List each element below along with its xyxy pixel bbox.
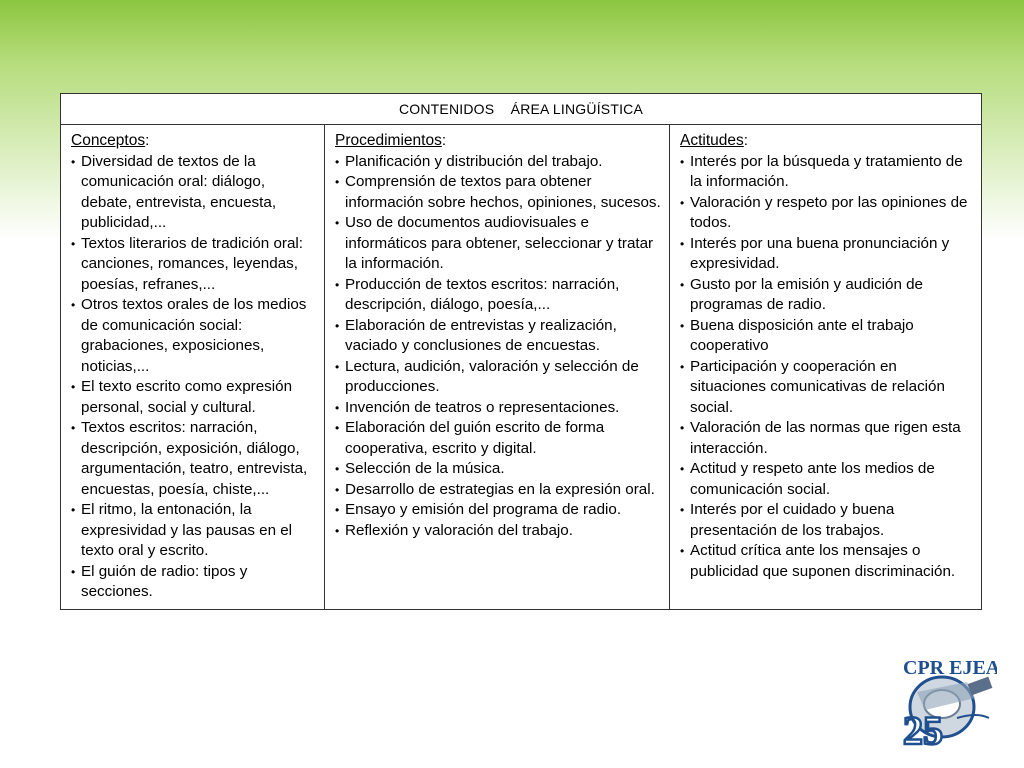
bullet-icon: • — [71, 421, 76, 435]
list-item-text: Invención de teatros o representaciones. — [345, 398, 620, 416]
bullet-icon: • — [335, 216, 340, 230]
list-item-text: Valoración de las normas que rigen esta interacción. — [690, 419, 961, 457]
list-item-text: Ensayo y emisión del programa de radio. — [345, 501, 622, 518]
list-item — [71, 295, 316, 377]
list-item-text: El ritmo, la entonación, la expresividad y las pausas en el texto oral y escrito. — [81, 501, 293, 559]
list-item — [71, 152, 316, 234]
table-header — [61, 94, 982, 125]
column-title — [71, 131, 316, 152]
list-item — [335, 152, 661, 173]
list-item-text: El guión de radio: tipos y secciones. — [81, 562, 248, 600]
list-item — [71, 377, 316, 418]
list-item-text: Participación y cooperación en situaciones comunicativas de relación social. — [690, 357, 945, 416]
column-title-text: Procedimientos — [335, 132, 442, 149]
list-item-text: Textos literarios de tradición oral: canciones, romances, leyendas, poesías, refranes,... — [81, 234, 304, 293]
bullet-icon: • — [335, 175, 340, 189]
list-item — [680, 193, 973, 234]
bullet-icon: • — [71, 564, 76, 579]
list-item-text: Desarrollo de estrategias en la expresión oral. — [345, 480, 655, 498]
list-item — [680, 316, 973, 357]
list-item — [680, 357, 973, 419]
header-contenidos: CONTENIDOS — [398, 101, 495, 117]
bullet-icon: • — [335, 318, 340, 333]
bullet-icon: • — [680, 277, 685, 292]
bullet-icon: • — [71, 154, 76, 169]
logo-number: 25 — [903, 708, 943, 752]
list-item-text: Elaboración de entrevistas y realización, vaciado y conclusiones de encuestas. — [345, 316, 617, 354]
column-title-text: Actitudes — [680, 132, 744, 149]
list-item-text: Selección de la música. — [345, 460, 505, 477]
list-item-text: Actitud crítica ante los mensajes o publicidad que suponen discriminación. — [690, 542, 956, 580]
list-item — [71, 500, 316, 562]
list-item — [335, 521, 661, 542]
column-title-colon: : — [441, 132, 447, 149]
list-item-text: Buena disposición ante el trabajo cooperativo — [690, 316, 914, 354]
list-item-text: Comprensión de textos para obtener información sobre hechos, opiniones, sucesos. — [345, 173, 661, 211]
bullet-icon: • — [335, 462, 340, 476]
bullet-icon: • — [71, 298, 76, 312]
column-procedimientos — [325, 125, 670, 610]
list-item — [335, 357, 661, 398]
column-title — [335, 131, 661, 152]
list-item — [71, 234, 316, 296]
bullet-icon: • — [335, 421, 340, 435]
list-item-text: El texto escrito como expresión personal, social y cultural. — [81, 378, 293, 416]
list-item-text: Producción de textos escritos: narración, descripción, diálogo, poesía,... — [345, 275, 620, 313]
header-area: ÁREA LINGÜÍSTICA — [510, 101, 644, 117]
column-title-colon: : — [145, 132, 150, 149]
list-item — [680, 459, 973, 500]
list-item — [680, 500, 973, 541]
list-item-text: Otros textos orales de los medios de comunicación social: grabaciones, exposiciones, noticias,... — [81, 296, 307, 375]
bullet-icon: • — [680, 462, 685, 476]
list-item — [335, 172, 661, 213]
list-item — [335, 213, 661, 275]
list-item — [680, 234, 973, 275]
bullet-icon: • — [335, 503, 340, 517]
column-conceptos — [61, 125, 325, 610]
list-item-text: Interés por el cuidado y buena presentación de los trabajos. — [690, 501, 895, 539]
logo-text: CPR EJEA — [903, 657, 997, 679]
list-item — [680, 275, 973, 316]
bullet-icon: • — [71, 380, 76, 394]
bullet-icon: • — [680, 359, 685, 374]
column-title-text: Conceptos — [71, 132, 146, 149]
list-item — [335, 500, 661, 521]
list-item-text: Interés por una buena pronunciación y expresividad. — [690, 234, 950, 272]
list-item-text: Gusto por la emisión y audición de programas de radio. — [690, 275, 924, 313]
table-header-row — [61, 94, 982, 125]
bullet-icon: • — [335, 277, 340, 292]
bullet-icon: • — [680, 503, 685, 517]
list-item-text: Diversidad de textos de la comunicación oral: diálogo, debate, entrevista, encuesta, publicidad,... — [81, 152, 277, 231]
bullet-icon: • — [335, 523, 340, 538]
list-item — [680, 152, 973, 193]
list-item-text: Valoración y respeto por las opiniones de todos. — [690, 193, 968, 231]
list-item-text: Actitud y respeto ante los medios de comunicación social. — [690, 460, 935, 498]
list-item-text: Interés por la búsqueda y tratamiento de la información. — [690, 152, 963, 190]
list-item-text: Textos escritos: narración, descripción, exposición, diálogo, argumentación, teatro, entrevista, encuestas, poesía, chiste,... — [81, 419, 308, 498]
column-title-colon: : — [743, 132, 748, 149]
bullet-icon: • — [680, 544, 685, 558]
list-item-text: Reflexión y valoración del trabajo. — [345, 521, 573, 539]
list-item — [335, 316, 661, 357]
list-item — [71, 562, 316, 603]
bullet-icon: • — [71, 236, 76, 251]
bullet-icon: • — [71, 503, 76, 517]
list-item-text: Elaboración del guión escrito de forma cooperativa, escrito y digital. — [345, 419, 605, 457]
bullet-icon: • — [335, 400, 340, 415]
list-item — [680, 418, 973, 459]
list-item — [335, 418, 661, 459]
list-item — [335, 459, 661, 480]
bullet-icon: • — [335, 359, 340, 374]
list-item — [335, 275, 661, 316]
list-item — [335, 398, 661, 419]
table-body-row — [61, 125, 982, 610]
list-item-text: Planificación y distribución del trabajo. — [345, 152, 603, 170]
column-title — [680, 131, 973, 152]
bullet-icon: • — [335, 154, 340, 169]
bullet-icon: • — [335, 482, 340, 497]
column-actitudes — [670, 125, 982, 610]
list-item-text: Uso de documentos audiovisuales e informáticos para obtener, seleccionar y tratar la información. — [345, 214, 654, 272]
list-item — [71, 418, 316, 500]
bullet-icon: • — [680, 318, 685, 333]
bullet-icon: • — [680, 236, 685, 251]
bullet-icon: • — [680, 154, 685, 169]
cpr-ejea-logo-icon — [897, 652, 997, 752]
contents-table — [60, 93, 982, 610]
bullet-icon: • — [680, 421, 685, 435]
bullet-icon: • — [680, 195, 685, 210]
list-item — [335, 480, 661, 501]
list-item — [680, 541, 973, 582]
list-item-text: Lectura, audición, valoración y selección de producciones. — [345, 357, 639, 395]
